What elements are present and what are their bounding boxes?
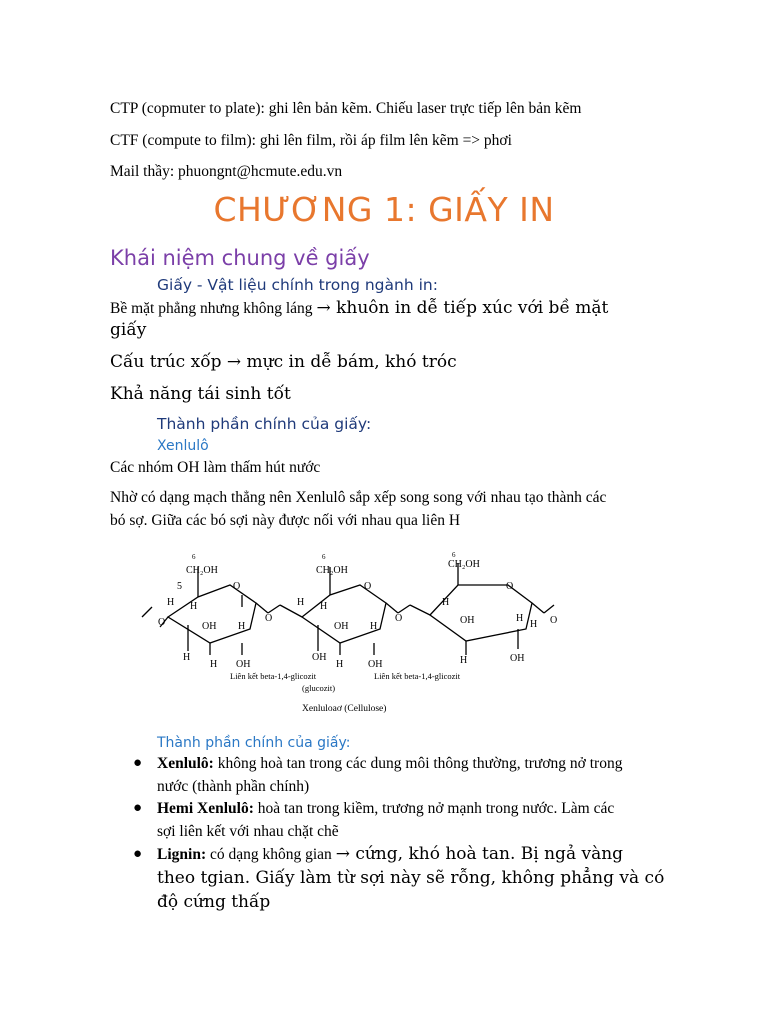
svg-text:H: H	[320, 601, 328, 612]
mail-line: Mail thầy: phuongnt@hcmute.edu.vn	[110, 163, 343, 180]
svg-text:OH: OH	[368, 659, 383, 670]
svg-text:OH: OH	[236, 659, 251, 670]
oh-group-line: Các nhóm OH làm thấm hút nước	[110, 459, 321, 476]
list-item-hemi-xenlulo	[133, 797, 717, 843]
xenlulo-heading: Xenlulô	[157, 438, 209, 454]
svg-text:O: O	[395, 613, 403, 624]
svg-text:H: H	[460, 655, 468, 666]
svg-text:O: O	[506, 581, 514, 592]
xenlulo-para-line-2: bó sợ. Giữa các bó sợi này được nối với nhau qua liên H	[110, 512, 461, 529]
bullet-icon: ●	[133, 846, 143, 862]
list-item-text-big: → cứng, khó hoà tan. Bị ngả vàng	[335, 844, 624, 864]
svg-text:6: 6	[192, 553, 196, 561]
svg-text:O: O	[158, 617, 166, 628]
svg-text:O: O	[364, 581, 372, 592]
paper-material-line-3: Khả năng tái sinh tốt	[110, 384, 291, 404]
list-item-line: sợi liên kết với nhau chặt chẽ	[157, 823, 339, 840]
list-item-term: Lignin:	[157, 846, 207, 863]
ch2oh-label-1: CH₂OH	[186, 565, 218, 576]
bullet-icon: ●	[133, 800, 143, 816]
svg-text:OH: OH	[334, 621, 349, 632]
list-item-text: có dạng không gian	[206, 846, 336, 863]
svg-text:6: 6	[322, 553, 326, 561]
svg-text:OH: OH	[460, 615, 475, 626]
list-item-text: hoà tan trong kiềm, trương nở mạnh trong nước. Làm các	[253, 800, 615, 817]
svg-text:H: H	[370, 621, 378, 632]
svg-text:H: H	[516, 613, 524, 624]
bullet-icon: ●	[133, 755, 143, 771]
chapter-title: CHƯƠNG 1: GIẤY IN	[213, 190, 555, 229]
list-item-term: Hemi Xenlulô:	[157, 800, 254, 817]
ch2oh-label-3: CH₂OH	[448, 559, 480, 570]
ctf-line: CTF (compute to film): ghi lên film, rồi áp film lên kẽm => phơi	[110, 132, 512, 149]
svg-text:H: H	[297, 597, 305, 608]
list-item-lignin	[133, 843, 717, 914]
ch2oh-label-2: CH₂OH	[316, 565, 348, 576]
list-item-line: nước (thành phần chính)	[157, 778, 310, 795]
bond-label-1: Liên kết beta-1,4-glicozit	[230, 671, 317, 681]
svg-text:OH: OH	[312, 652, 327, 663]
list-item-xenlulo	[133, 752, 717, 798]
svg-text:H: H	[442, 597, 450, 608]
list-item-line	[157, 797, 717, 820]
svg-text:O: O	[550, 615, 558, 626]
list-item-line	[157, 843, 717, 866]
bond-label-2: Liên kết beta-1,4-glicozit	[374, 671, 461, 681]
svg-text:6: 6	[452, 551, 456, 559]
svg-text:H: H	[210, 659, 218, 670]
svg-text:O: O	[265, 613, 273, 624]
svg-text:H: H	[167, 597, 175, 608]
xenlulo-para-line-1: Nhờ có dạng mạch thẳng nên Xenlulô sắp xếp song song với nhau tạo thành các	[110, 489, 607, 506]
svg-text:H: H	[238, 621, 246, 632]
svg-text:OH: OH	[510, 653, 525, 664]
list-item-line	[157, 752, 717, 775]
paper-material-line-2: Cấu trúc xốp → mực in dễ bám, khó tróc	[110, 352, 457, 372]
ctp-line: CTP (copmuter to plate): ghi lên bản kẽm. Chiếu laser trực tiếp lên bản kẽm	[110, 100, 582, 117]
list-item-term: Xenlulô:	[157, 755, 214, 772]
paper-material-heading: Giấy - Vật liệu chính trong ngành in:	[157, 276, 438, 294]
list-item-text: không hoà tan trong các dung môi thông thường, trương nở trong	[213, 755, 623, 772]
cellulose-structure-diagram	[130, 545, 580, 720]
line-1-part-a: Bề mặt phẳng nhưng không láng	[110, 300, 317, 317]
svg-text:5: 5	[177, 581, 182, 592]
components-heading: Thành phần chính của giấy:	[157, 415, 372, 433]
paper-material-line-1	[110, 298, 608, 318]
section-heading: Khái niệm chung về giấy	[110, 246, 370, 270]
svg-text:O: O	[233, 581, 241, 592]
list-heading: Thành phần chính của giấy:	[157, 735, 351, 751]
paper-material-line-1-cont: giấy	[110, 320, 147, 340]
glucozit-label: (glucozit)	[302, 683, 336, 693]
diagram-caption: Xenluloaơ (Cellulose)	[302, 704, 387, 714]
svg-text:H: H	[183, 652, 191, 663]
svg-text:H: H	[530, 619, 538, 630]
svg-text:H: H	[190, 601, 198, 612]
list-item-line: theo tgian. Giấy làm từ sợi này sẽ rỗng, không phẳng và có	[157, 868, 665, 888]
line-1-part-b: → khuôn in dễ tiếp xúc với bề mặt	[316, 298, 609, 318]
svg-text:H: H	[336, 659, 344, 670]
list-item-line: độ cứng thấp	[157, 892, 271, 912]
svg-text:OH: OH	[202, 621, 217, 632]
